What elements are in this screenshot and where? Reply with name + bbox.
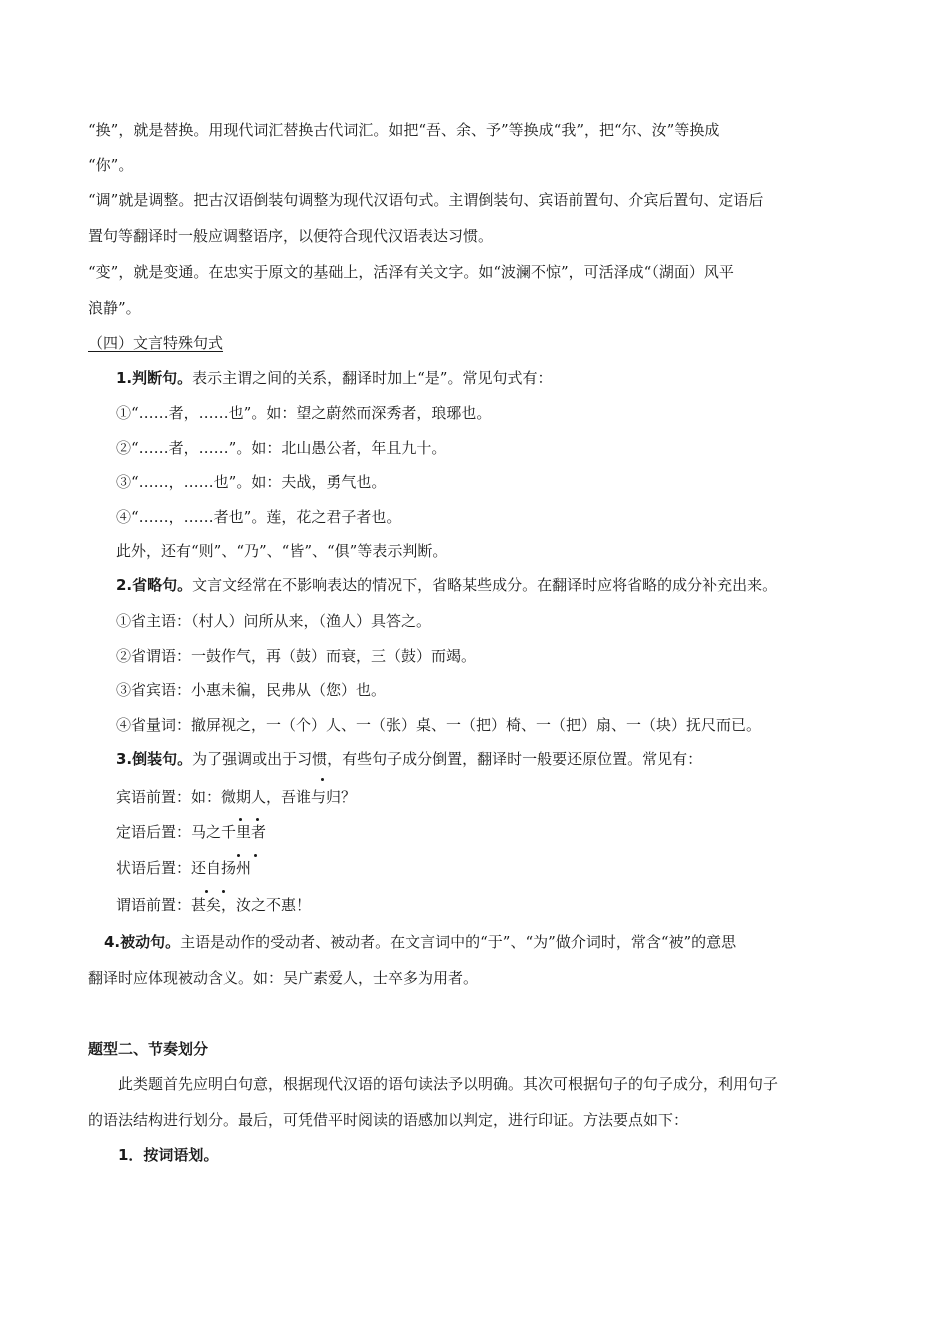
para-tiao-line1: “调”就是调整。把古汉语倒装句调整为现代汉语句式。主谓倒装句、宾语前置句、介宾后置句、定语后 (88, 191, 764, 209)
type2-para-line2: 的语法结构进行划分。最后，可凭借平时阅读的语感加以判定，进行印证。方法要点如下： (88, 1111, 689, 1129)
judge-item-3: ③“……，……也”。如：夫战，勇气也。 (116, 473, 387, 491)
para-huan-line1: “换”，就是替换。用现代词汇替换古代词汇。如把“吾、余、予”等换成“我”，把“尔、汝”等换成 (88, 121, 720, 139)
omit-intro: 文言文经常在不影响表达的情况下，省略某些成分。在翻译时应将省略的成分补充出来。 (192, 576, 778, 594)
omit-intro-line (116, 575, 777, 595)
section-title-special-sentences: （四）文言特殊句式 (88, 334, 224, 352)
passive-heading: 4.被动句。 (104, 933, 181, 951)
invert-item-adverbial: 状语后置：还自扬州 (116, 859, 252, 877)
passive-intro-line (104, 932, 736, 952)
judge-item-4: ④“……，……者也”。莲，花之君子者也。 (116, 508, 402, 526)
judge-note: 此外，还有“则”、“乃”、“皆”、“俱”等表示判断。 (116, 542, 448, 560)
omit-item-2: ②省谓语：一鼓作气，再（鼓）而衰，三（鼓）而竭。 (116, 647, 477, 665)
omit-heading: 2.省略句。 (116, 576, 193, 594)
type2-point-1: 1．按词语划。 (118, 1146, 219, 1164)
emphasis-dot (237, 854, 240, 857)
judge-heading: 1.判断句。 (116, 369, 193, 387)
judge-item-2: ②“……者，……”。如：北山愚公者，年且九十。 (116, 439, 447, 457)
para-bian-line1: “变”，就是变通。在忠实于原文的基础上，活泽有关文字。如“波澜不惊”，可活泽成“（湖面）风平 (88, 263, 734, 281)
passive-intro: 主语是动作的受动者、被动者。在文言词中的“于”、“为”做介词时，常含“被”的意思 (180, 933, 737, 951)
emphasis-dot (205, 890, 208, 893)
judge-intro-line (116, 368, 552, 388)
emphasis-dot (239, 818, 242, 821)
type2-para-line1: 此类题首先应明白句意，根据现代汉语的语句读法予以明确。其次可根据句子的句子成分，利用句子 (118, 1075, 779, 1093)
invert-intro-line (116, 749, 702, 769)
omit-item-3: ③省宾语：小惠未徧，民弗从（您）也。 (116, 681, 387, 699)
invert-intro: 为了强调或出于习惯，有些句子成分倒置，翻译时一般要还原位置。常见有： (192, 750, 703, 768)
emphasis-dot (254, 854, 257, 857)
omit-item-4: ④省量词：撤屏视之，一（个）人、一（张）桌、一（把）椅、一（把）扇、一（块）抚尺而已。 (116, 716, 762, 734)
omit-item-1: ①省主语：（村人）问所从来，（渔人）具答之。 (116, 612, 432, 630)
invert-item-object: 宾语前置：如：微期人，吾谁与归？ (116, 788, 357, 806)
invert-item-attributive: 定语后置：马之千里者 (116, 823, 267, 841)
invert-heading: 3.倒装句。 (116, 750, 193, 768)
emphasis-dot (222, 890, 225, 893)
para-tiao-line2: 置句等翻译时一般应调整语序，以便符合现代汉语表达习惯。 (88, 227, 494, 245)
type2-title: 题型二、节奏划分 (88, 1040, 209, 1058)
judge-intro: 表示主谓之间的关系，翻译时加上“是”。常见句式有： (192, 369, 553, 387)
judge-item-1: ①“……者，……也”。如：望之蔚然而深秀者，琅琊也。 (116, 404, 492, 422)
passive-line2: 翻译时应体现被动含义。如：吴广素爱人，士卒多为用者。 (88, 969, 479, 987)
para-bian-line2: 浪静”。 (88, 299, 141, 317)
para-huan-line2: “你”。 (88, 156, 134, 174)
invert-item-predicate: 谓语前置：甚矣，汝之不惠！ (116, 896, 312, 914)
emphasis-dot (321, 778, 324, 781)
emphasis-dot (256, 818, 259, 821)
